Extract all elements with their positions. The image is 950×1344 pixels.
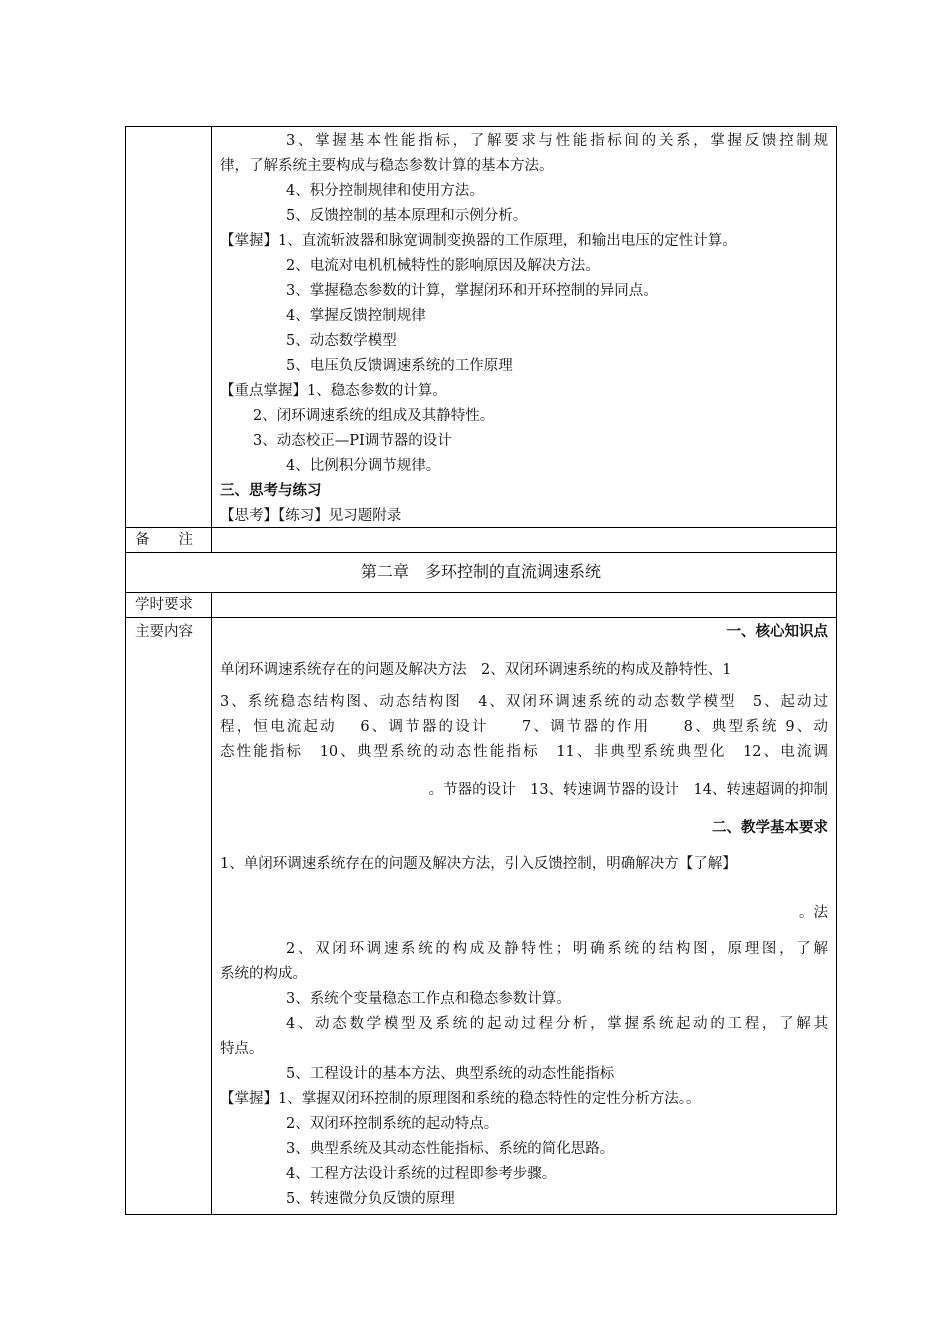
text-line: 【掌握】1、直流斩波器和脉宽调制变换器的工作原理，和输出电压的定性计算。: [220, 233, 737, 249]
syllabus-table: [125, 126, 837, 1215]
section-heading: 二、教学基本要求: [712, 820, 828, 836]
text-line: 4、积分控制规律和使用方法。: [286, 183, 484, 199]
text-line: 3、动态校正—PI调节器的设计: [253, 433, 452, 449]
remarks-label: 备 注: [126, 528, 212, 552]
text-line: 态性能指标 10、典型系统的动态性能指标 11、非典型系统典型化 12、电流调: [220, 744, 828, 760]
text-line: 。节器的设计 13、转速调节器的设计 14、转速超调的抑制: [428, 782, 828, 798]
section-heading: 一、核心知识点: [726, 624, 828, 640]
text-line: 【重点掌握】1、稳态参数的计算。: [220, 383, 447, 399]
text-line: 3、系统个变量稳态工作点和稳态参数计算。: [286, 991, 571, 1007]
text-line: 单闭环调速系统存在的问题及解决方法 2、双闭环调速系统的构成及静特性、1: [220, 662, 732, 678]
content-cell: [212, 127, 836, 527]
text-line: 4、比例积分调节规律。: [286, 458, 441, 474]
text-line: 【掌握】1、掌握双闭环控制的原理图和系统的稳态特性的定性分析方法。。: [220, 1091, 701, 1107]
table-row: [126, 617, 836, 1214]
table-row: [126, 552, 836, 592]
chapter-title: 第二章 多环控制的直流调速系统: [360, 562, 601, 581]
text-line: 。法: [799, 905, 828, 921]
text-line: 2、闭环调速系统的组成及其静特性。: [253, 408, 495, 424]
text-line: 4、掌握反馈控制规律: [286, 308, 426, 324]
table-row: [126, 527, 836, 552]
table-row: [126, 592, 836, 617]
text-line: 5、反馈控制的基本原理和示例分析。: [286, 208, 528, 224]
text-line: 3、系统稳态结构图、动态结构图 4、双闭环调速系统的动态数学模型 5、起动过: [220, 694, 828, 710]
hours-cell: [212, 593, 836, 617]
text-line: 2、电流对电机机械特性的影响原因及解决方法。: [286, 258, 600, 274]
text-line: 特点。: [220, 1041, 264, 1057]
text-line: 5、转速微分负反馈的原理: [286, 1191, 455, 1207]
text-line: 5、工程设计的基本方法、典型系统的动态性能指标: [286, 1066, 615, 1082]
text-line: 3、典型系统及其动态性能指标、系统的简化思路。: [286, 1141, 615, 1157]
text-line: 程，恒电流起动 6、调节器的设计 7、调节器的作用 8、典型系统 9、动: [220, 719, 828, 735]
text-line: 4、动态数学模型及系统的起动过程分析，掌握系统起动的工程，了解其: [286, 1016, 828, 1032]
text-line: 2、双闭环调速系统的构成及静特性；明确系统的结构图，原理图，了解: [286, 941, 828, 957]
text-line: 3、掌握基本性能指标，了解要求与性能指标间的关系，掌握反馈控制规: [286, 133, 828, 149]
text-line: 3、掌握稳态参数的计算，掌握闭环和开环控制的异同点。: [286, 283, 658, 299]
text-line: 律，了解系统主要构成与稳态参数计算的基本方法。: [220, 158, 554, 174]
hours-label: 学时要求: [126, 593, 212, 617]
content-cell: [212, 618, 836, 1214]
remarks-cell: [212, 528, 836, 552]
text-line: 1、单闭环调速系统存在的问题及解决方法，引入反馈控制，明确解决方【了解】: [220, 856, 737, 872]
text-line: 5、电压负反馈调速系统的工作原理: [286, 358, 513, 374]
text-line: 2、双闭环控制系统的起动特点。: [286, 1116, 499, 1132]
label-cell: [126, 127, 212, 527]
table-row: [126, 127, 836, 527]
content-label: 主要内容: [126, 618, 212, 1214]
section-heading: 三、思考与练习: [220, 483, 322, 499]
text-line: 5、动态数学模型: [286, 333, 397, 349]
text-line: 【思考】【练习】见习题附录: [220, 508, 402, 524]
text-line: 4、工程方法设计系统的过程即参考步骤。: [286, 1166, 557, 1182]
text-line: 系统的构成。: [220, 966, 307, 982]
